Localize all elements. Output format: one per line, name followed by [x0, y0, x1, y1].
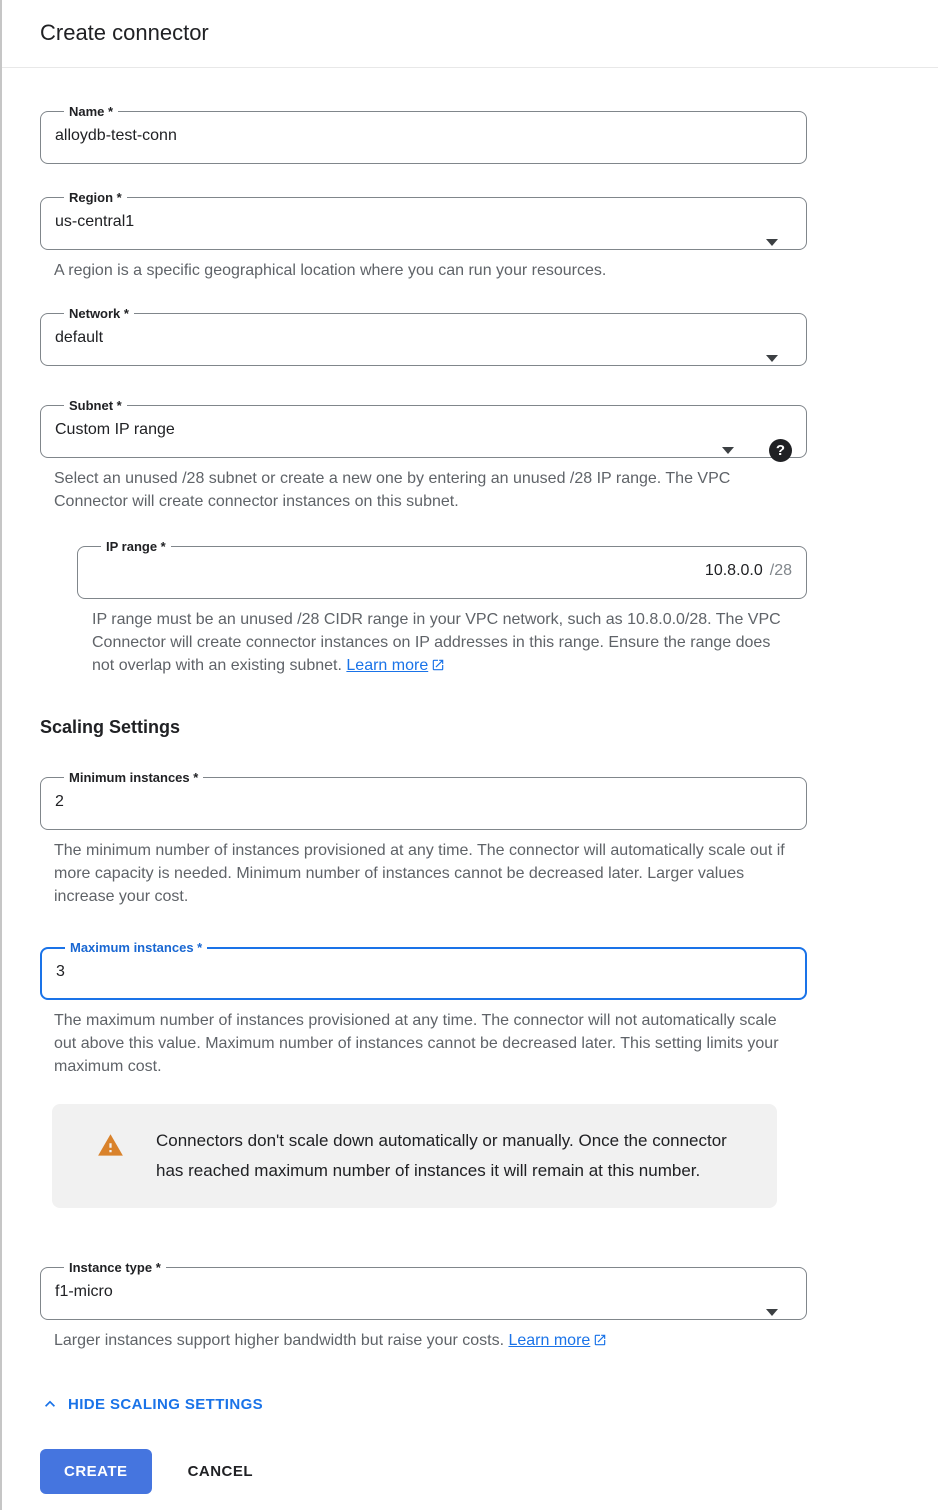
- min-instances-helper-text: The minimum number of instances provisioned at any time. The connector will automatically scale out if more capacity is needed. Minimum number of instances cannot be decreased later. Larger values increase your cost.: [54, 842, 785, 905]
- name-field-group: [40, 104, 900, 164]
- max-instances-input[interactable]: [56, 957, 762, 987]
- ip-range-helper-body: IP range must be an unused /28 CIDR range in your VPC network, such as 10.8.0.0/28. The VPC Connector will create connector instances on IP addresses in this range. Ensure the range does not overlap with an existing subnet.: [92, 611, 781, 674]
- network-field-label: Network *: [69, 306, 129, 321]
- region-field-label: Region *: [69, 190, 122, 205]
- network-field-group: [40, 306, 900, 366]
- region-select[interactable]: [40, 190, 807, 250]
- subnet-helper-text: Select an unused /28 subnet or create a new one by entering an unused /28 IP range. The VPC Connector will create connector instances on this subnet.: [54, 470, 731, 510]
- create-connector-form: [2, 68, 938, 1510]
- network-selected-value: default: [55, 329, 104, 346]
- instance-type-field-group: [40, 1260, 900, 1352]
- page-title: Create connector: [40, 20, 209, 45]
- instance-type-field-label: Instance type *: [69, 1260, 161, 1275]
- dropdown-caret-icon: [766, 1309, 778, 1316]
- dropdown-caret-icon: [766, 239, 778, 246]
- instance-type-selected-value: f1-micro: [55, 1283, 113, 1300]
- ip-range-field-label: IP range *: [106, 539, 166, 554]
- min-instances-field-label: Minimum instances *: [69, 770, 199, 785]
- name-field-label: Name *: [69, 104, 114, 119]
- instance-type-learn-more-link[interactable]: Learn more: [508, 1332, 591, 1349]
- ip-range-value: 10.8.0.0: [704, 562, 763, 579]
- ip-range-field-group: [77, 539, 900, 677]
- ip-range-input[interactable]: [92, 556, 792, 586]
- max-instances-field[interactable]: [40, 940, 807, 1000]
- min-instances-input[interactable]: [55, 787, 763, 817]
- instance-type-select[interactable]: [40, 1260, 807, 1320]
- external-link-icon: [593, 1333, 607, 1347]
- external-link-icon: [431, 658, 445, 672]
- ip-range-suffix: /28: [769, 562, 792, 579]
- min-instances-field[interactable]: [40, 770, 807, 830]
- cancel-button[interactable]: CANCEL: [188, 1449, 254, 1494]
- warning-icon: [97, 1132, 124, 1159]
- network-select[interactable]: [40, 306, 807, 366]
- subnet-select[interactable]: [40, 398, 807, 458]
- help-icon[interactable]: ?: [769, 439, 792, 462]
- warning-text: Connectors don't scale down automatically or manually. Once the connector has reached maximum number of instances it will remain at this number.: [156, 1131, 727, 1180]
- instance-type-helper-body: Larger instances support higher bandwidth but raise your costs.: [54, 1332, 505, 1349]
- max-instances-helper-text: The maximum number of instances provisioned at any time. The connector will not automatically scale out above this value. Maximum number of instances cannot be decreased later. This setting limits your maximum cost.: [54, 1012, 779, 1075]
- subnet-field-label: Subnet *: [69, 398, 122, 413]
- chevron-up-icon: [40, 1394, 60, 1414]
- dialog-actions: [40, 1449, 900, 1494]
- ip-range-field[interactable]: [77, 539, 807, 599]
- region-field-group: [40, 190, 900, 282]
- name-field[interactable]: [40, 104, 807, 164]
- max-instances-field-group: [40, 940, 900, 1078]
- warning-banner: [52, 1104, 777, 1208]
- dropdown-caret-icon: [766, 355, 778, 362]
- max-instances-field-label: Maximum instances *: [70, 940, 203, 955]
- ip-range-learn-more-link[interactable]: Learn more: [346, 657, 429, 674]
- name-input[interactable]: [55, 121, 763, 151]
- min-instances-field-group: [40, 770, 900, 908]
- ip-range-helper-text: [92, 608, 782, 677]
- scaling-settings-heading: Scaling Settings: [40, 717, 181, 737]
- region-helper-text: A region is a specific geographical location where you can run your resources.: [54, 262, 607, 279]
- dialog-header: [2, 0, 938, 68]
- dropdown-caret-icon: [722, 447, 734, 454]
- create-button[interactable]: CREATE: [40, 1449, 152, 1494]
- region-selected-value: us-central1: [55, 213, 135, 230]
- instance-type-helper-text: [54, 1329, 794, 1352]
- subnet-selected-value: Custom IP range: [55, 421, 175, 438]
- hide-scaling-settings-button[interactable]: [40, 1394, 263, 1414]
- subnet-field-group: [40, 398, 900, 513]
- hide-scaling-settings-label: HIDE SCALING SETTINGS: [68, 1395, 264, 1413]
